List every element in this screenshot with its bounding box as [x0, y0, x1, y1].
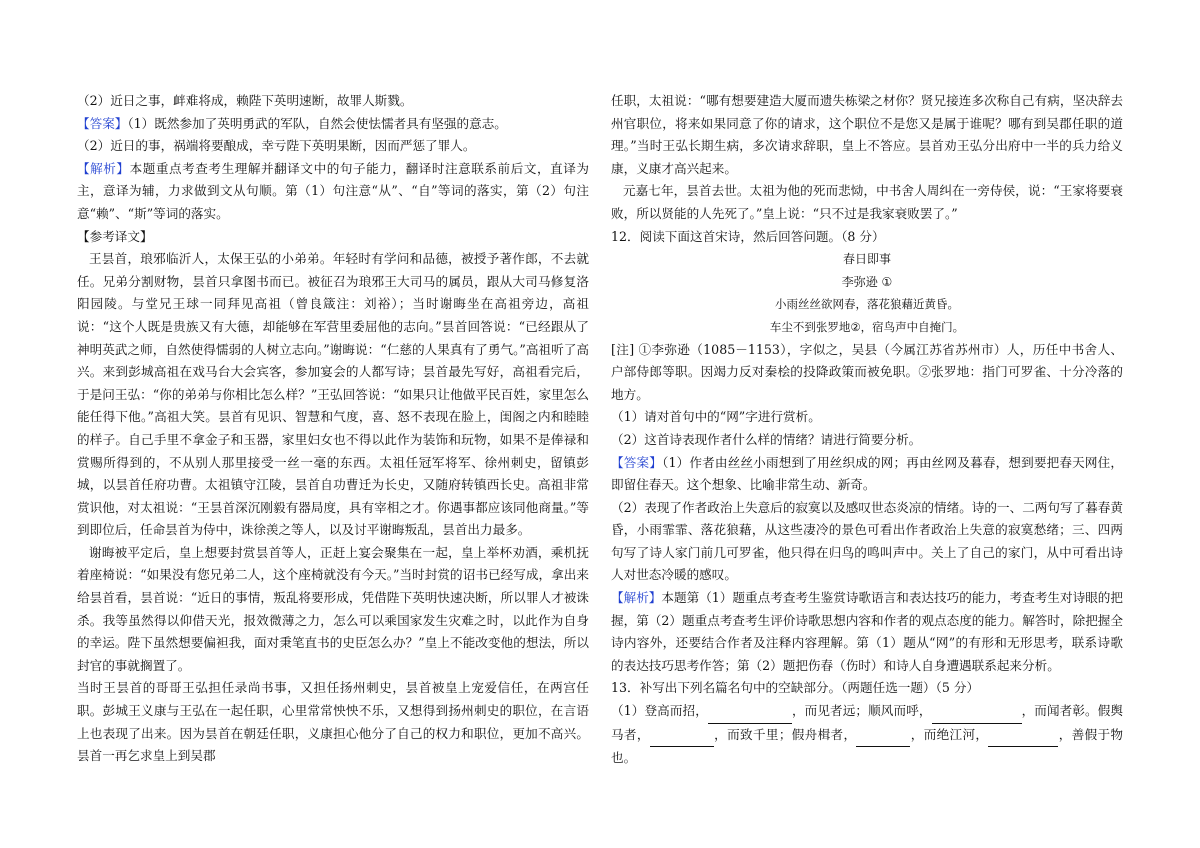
poem-notes: [注] ①李弥逊（1085－1153），字似之，吴县（今属江苏省苏州市）人，历任中书舍人、户部侍郎等职。因竭力反对秦桧的投降政策而被免职。②张罗地：指门可罗雀、十分冷落的地方。	[611, 341, 1123, 402]
translation-paragraph-4: 任职，太祖说：“哪有想要建造大厦而遗失栋梁之材你？贤兄接连多次称自己有病，坚决辞去州官职位，将来如果同意了你的请求，这个职位不是您又是属于谁呢？哪有到吴郡任职的道理。”当时王弘长期生病，多次请求辞职，皇上不答应。昙首劝王弘分出府中一半的兵力给义康，义康才高兴起来。	[611, 93, 1123, 176]
answer-blank[interactable]	[932, 700, 1022, 724]
translation-paragraph-1: 王昙首，琅邪临沂人，太保王弘的小弟弟。年轻时有学问和品德，被授予著作郎，不去就任。兄弟分割财物，昙首只拿图书而已。被征召为琅邪王大司马的属员，跟从大司马修复洛阳园陵。与堂兄王球一同拜见高祖（曾良箴注：刘裕）；当时谢晦坐在高祖旁边，高祖说：“这个人既是贵族又有大德，却能够在军营里委屈他的志向。”昙首回答说：“已经跟从了神明英武之师，自然使得懦弱的人树立志向。”谢晦说：“仁慈的人果真有了勇气。”高祖听了高兴。来到彭城高祖在戏马台大会宾客，参加宴会的人都写诗；昙首最先写好，高祖看完后，于是问王弘：“你的弟弟与你相比怎么样？”王弘回答说：“如果只让他做平民百姓，家里怎么能任得下他。”高祖大笑。昙首有见识、智慧和气度，喜、怒不表现在脸上，闺阁之内和睦睦的样子。自己手里不拿金子和玉器，家里妇女也不得以此作为装饰和玩物，如果不是俸禄和赏赐所得到的，不从别人那里接受一丝一毫的东西。太祖任冠军将军、徐州刺史，留镇彭城，以昙首任府功曹。太祖镇守江陵，昙首自功曹迁为长史，又随府转镇西长史。高祖非常赏识他，对太祖说：“王昙首深沉刚毅有器局度，具有宰相之才。你遇事都应该同他商量。”等到即位后，任命昙首为侍中，诛徐羡之等人，以及讨平谢晦叛乱，昙首出力最多。	[77, 251, 589, 538]
translation-paragraph-3: 当时王昙首的哥哥王弘担任录尚书事，又担任扬州刺史，昙首被皇上宠爱信任，在两宫任职。彭城王义康与王弘在一起任职，心里常常怏怏不乐，又想得到扬州刺史的职位，在言语上也表现了出来。因为昙首在朝廷任职，义康担心他分了自己的权力和职位，更加不高兴。昙首一再乞求皇上到吴郡	[77, 680, 589, 764]
question-line: （2）近日之事，衅难将成，赖陛下英明速断，故罪人斯戮。	[77, 93, 413, 108]
poem-line-2: 车尘不到张罗地②，宿鸟声中自掩门。	[769, 319, 965, 334]
question-12-2: （2）这首诗表现作者什么样的情绪？请进行简要分析。	[611, 431, 922, 447]
question-12: 12．阅读下面这首宋诗，然后回答问题。（8 分）	[611, 228, 885, 244]
question-13: 13．补写出下列名篇名句中的空缺部分。（两题任选一题）（5 分）	[611, 680, 980, 696]
question-12-1: （1）请对首句中的“网”字进行赏析。	[611, 409, 821, 425]
answer-blank[interactable]	[708, 700, 792, 724]
answer-line-1: 【答案】（1）既然参加了英明勇武的军队，自然会使怯懦者具有坚强的意志。	[77, 115, 507, 131]
translation-paragraph-5: 元嘉七年，昙首去世。太祖为他的死而悲恸，中书舍人周纠在一旁侍侯，说：“王家将要衰败，所以贤能的人先死了。”皇上说：“只不过是我家衰败罢了。”	[611, 183, 1123, 221]
fill-in-blank-question: （1）登高而招， ，而见者远；顺风而呼， ，而闻者彰。假舆马者， ，而致千里；假舟楫者， ，而绝江河， ，善假于物也。	[611, 700, 1123, 770]
reference-translation-title: 【参考译文】	[77, 228, 153, 244]
analysis-tag: 【解析】	[611, 590, 662, 606]
analysis-paragraph: 【解析】本题重点考查考生理解并翻译文中的句子能力，翻译时注意联系前后文，直译为主，意译为辅，力求做到文从句顺。第（1）句注意“从”、“自”等词的落实，第（2）句注意“赖”、“斯”等词的落实。	[77, 160, 590, 221]
left-column	[77, 90, 589, 768]
answer-line-2: （2）近日的事，祸端将要酿成，幸亏陛下英明果断，因而严惩了罪人。	[77, 138, 476, 154]
answer-tag: 【答案】	[611, 454, 663, 470]
answer-blank[interactable]	[650, 724, 714, 748]
poem-author: 李弥逊 ①	[841, 274, 893, 289]
answer-paragraph-1: 【答案】（1）作者由丝丝小雨想到了用丝织成的网；再由丝网及暮春，想到要把春天网住，即留住春天。这个想象、比喻非常生动、新奇。	[611, 454, 1123, 493]
poem-line-1: 小雨丝丝欲网春，落花狼藉近黄昏。	[775, 297, 959, 312]
analysis-tag: 【解析】	[77, 160, 130, 176]
analysis-paragraph: 【解析】本题第（1）题重点考查考生鉴赏诗歌语言和表达技巧的能力，考查考生对诗眼的把握，第（2）题重点考查考生评价诗歌思想内容和作者的观点态度的能力。解答时，除把握全诗内容外，还要结合作者及注释内容理解。第（1）题从“网”的有形和无形思考，联系诗歌的表达技巧思考作答；第（2）题把伤春（伤时）和诗人自身遭遇联系起来分析。	[611, 590, 1124, 673]
poem-title: 春日即事	[842, 252, 891, 267]
right-column	[611, 90, 1123, 770]
answer-tag: 【答案】	[77, 115, 128, 131]
answer-blank[interactable]	[856, 724, 910, 748]
translation-paragraph-2: 谢晦被平定后，皇上想要封赏昙首等人，正赶上宴会聚集在一起，皇上举杯劝酒，乘机抚着座椅说：“如果没有您兄弟二人，这个座椅就没有今天。”当时封赏的诏书已经写成，拿出来给昙首看，昙首说：“近日的事情，叛乱将要形成，凭借陛下英明快速决断，所以罪人才被诛杀。我等虽然得以仰借天光，报效微薄之力，怎么可以乘国家发生灾难之时，以此作为自身的幸运。陛下虽然想要偏袒我，面对秉笔直书的史臣怎么办？”皇上不能改变他的想法，所以封官的事就搁置了。	[77, 544, 589, 673]
answer-paragraph-2: （2）表现了作者政治上失意后的寂寞以及感叹世态炎凉的情绪。诗的一、二两句写了暮春黄昏，小雨霏霏、落花狼藉，从这些凄冷的景色可看出作者政治上失意的寂寞愁绪；三、四两句写了诗人家门前几可罗雀，他只得在归鸟的鸣叫声中。关上了自己的家门，从中可看出诗人对世态冷暖的感叹。	[611, 499, 1123, 583]
answer-blank[interactable]	[988, 724, 1058, 748]
